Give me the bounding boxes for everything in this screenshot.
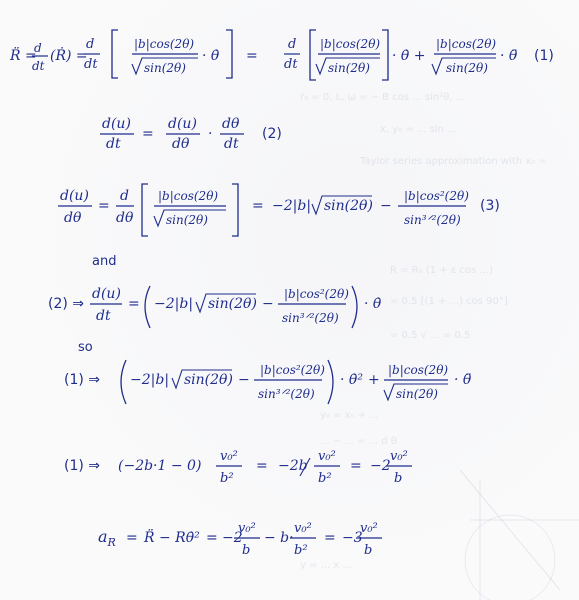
svg-text:v₀²: v₀² — [360, 521, 378, 536]
svg-text:d: d — [86, 37, 95, 52]
svg-text:sin(2θ): sin(2θ) — [328, 61, 370, 75]
svg-text:(1) ⇒: (1) ⇒ — [64, 372, 101, 388]
svg-text:d: d — [120, 188, 129, 204]
equation-3 — [0, 178, 579, 248]
svg-text:d(u): d(u) — [168, 116, 197, 132]
svg-text:dt: dt — [224, 136, 239, 152]
svg-text:=: = — [252, 198, 264, 214]
bleed-through-text: y = ... x ... — [300, 560, 353, 571]
svg-text:sin(2θ): sin(2θ) — [166, 213, 208, 227]
svg-text:dθ: dθ — [116, 210, 134, 226]
equation-3-tag: (3) — [480, 198, 500, 214]
svg-text:(−2b·1 − 0): (−2b·1 − 0) — [118, 458, 202, 474]
connector-and: and — [92, 254, 117, 269]
svg-text:· θ̇: · θ̇ — [364, 296, 382, 312]
svg-text:sin(2θ): sin(2θ) — [184, 372, 233, 388]
svg-text:|b|cos(2θ): |b|cos(2θ) — [320, 37, 381, 51]
svg-text:· θ̇: · θ̇ — [202, 48, 220, 64]
svg-text:=: = — [128, 296, 140, 312]
svg-text:=: = — [324, 530, 336, 546]
equation-1 — [0, 18, 579, 98]
svg-text:sin(2θ): sin(2θ) — [446, 61, 488, 75]
svg-text:b²: b² — [318, 471, 332, 486]
svg-text:R̈ − Rθ̇²: R̈ − Rθ̇² — [144, 530, 200, 546]
svg-text:−2|b|: −2|b| — [272, 198, 312, 214]
svg-text:· θ̇ +: · θ̇ + — [392, 48, 426, 64]
svg-text:−: − — [238, 372, 250, 388]
svg-text:−2: −2 — [370, 458, 391, 474]
svg-text:v₀²: v₀² — [390, 449, 408, 464]
connector-so: so — [78, 340, 93, 355]
bleed-through-text: x, y₀ = ... sin ... — [380, 124, 457, 135]
svg-text:|b|cos(2θ): |b|cos(2θ) — [388, 363, 449, 377]
equation-2-tag: (2) — [262, 126, 282, 142]
svg-text:· θ̈: · θ̈ — [500, 48, 518, 64]
equation-1-tag: (1) — [534, 48, 554, 64]
svg-text:=: = — [98, 198, 110, 214]
svg-text:|b|cos²(2θ): |b|cos²(2θ) — [284, 287, 349, 301]
svg-text:|b|cos²(2θ): |b|cos²(2θ) — [404, 189, 469, 203]
svg-text:sin(2θ): sin(2θ) — [208, 296, 257, 312]
svg-text:·: · — [208, 126, 213, 142]
svg-text:d(u): d(u) — [60, 188, 89, 204]
svg-text:−3: −3 — [342, 530, 363, 546]
svg-text:b: b — [364, 543, 373, 558]
svg-text:d(u): d(u) — [92, 286, 121, 302]
svg-text:d: d — [288, 37, 297, 52]
svg-text:b²: b² — [220, 471, 234, 486]
svg-text:(1) ⇒: (1) ⇒ — [64, 458, 101, 474]
svg-text:· θ̈: · θ̈ — [454, 372, 472, 388]
svg-text:−: − — [380, 198, 392, 214]
svg-text:v₀²: v₀² — [220, 449, 238, 464]
svg-text:=: = — [126, 530, 138, 546]
svg-text:v₀²: v₀² — [238, 521, 256, 536]
svg-text:|b|cos²(2θ): |b|cos²(2θ) — [260, 363, 325, 377]
svg-text:dt: dt — [32, 59, 45, 73]
svg-text:−: − — [262, 296, 274, 312]
equation-7 — [0, 510, 579, 570]
svg-text:=: = — [256, 458, 268, 474]
equation-2 — [0, 108, 579, 158]
equation-1-lhs-R-ddot: R̈ = — [10, 48, 37, 64]
svg-text:b: b — [394, 471, 403, 486]
svg-text:dt: dt — [284, 57, 298, 72]
svg-text:=: = — [350, 458, 362, 474]
svg-text:dt: dt — [96, 308, 111, 324]
bleed-through-text: Taylor series approximation with x₀ = — [360, 156, 547, 167]
bleed-through-text: = 0.5 √ ... = 0.5 — [390, 330, 471, 341]
bleed-through-text: ṙ₀ = 0, L, ω = − B cos ... sin²θ, ... — [300, 92, 466, 103]
svg-text:=: = — [246, 48, 258, 64]
svg-text:d: d — [34, 41, 42, 55]
bleed-through-text: = 0.5 [(1 + ...) cos 90°] — [390, 296, 508, 307]
equation-5 — [0, 352, 579, 412]
svg-text:|b|cos(2θ): |b|cos(2θ) — [134, 37, 195, 51]
svg-text:v₀²: v₀² — [294, 521, 312, 536]
svg-text:=: = — [142, 126, 154, 142]
svg-text:sin³ᐟ²(2θ): sin³ᐟ²(2θ) — [282, 311, 339, 325]
svg-text:sin³ᐟ²(2θ): sin³ᐟ²(2θ) — [404, 213, 461, 227]
svg-text:sin(2θ): sin(2θ) — [324, 198, 373, 214]
svg-text:aR: $a_R$ — [98, 527, 116, 549]
svg-text:dt: dt — [106, 136, 121, 152]
svg-text:+: + — [368, 372, 380, 388]
equation-4 — [0, 278, 579, 338]
svg-text:sin³ᐟ²(2θ): sin³ᐟ²(2θ) — [258, 387, 315, 401]
svg-text:|b|cos(2θ): |b|cos(2θ) — [436, 37, 497, 51]
svg-text:dt: dt — [84, 57, 98, 72]
svg-text:−2|b|: −2|b| — [130, 372, 170, 388]
svg-text:− b·: − b· — [264, 530, 294, 546]
equation-6 — [0, 440, 579, 496]
bleed-through-text: ... − ... = ... d θ — [320, 436, 397, 447]
bleed-through-text: R = R₀ (1 + ε cos ...) — [390, 265, 493, 276]
svg-text:sin(2θ): sin(2θ) — [144, 61, 186, 75]
svg-text:dθ: dθ — [64, 210, 82, 226]
svg-text:dθ: dθ — [222, 116, 240, 132]
svg-text:=: = — [206, 530, 218, 546]
svg-text:(2) ⇒: (2) ⇒ — [48, 296, 85, 312]
svg-text:sin(2θ): sin(2θ) — [396, 387, 438, 401]
svg-text:|b|cos(2θ): |b|cos(2θ) — [158, 189, 219, 203]
svg-text:b: b — [242, 543, 251, 558]
svg-text:d(u): d(u) — [102, 116, 131, 132]
svg-text:b²: b² — [294, 543, 308, 558]
svg-text:v₀²: v₀² — [318, 449, 336, 464]
svg-text:· θ̇²: · θ̇² — [340, 372, 363, 388]
svg-text:(Ṙ) =: (Ṙ) = — [50, 48, 88, 64]
svg-text:−2b: −2b — [278, 458, 308, 474]
bleed-through-text: y₀ = x₀ + ... — [320, 410, 379, 421]
svg-text:−2: −2 — [222, 530, 243, 546]
svg-text:dθ: dθ — [172, 136, 190, 152]
svg-text:−2|b|: −2|b| — [154, 296, 194, 312]
